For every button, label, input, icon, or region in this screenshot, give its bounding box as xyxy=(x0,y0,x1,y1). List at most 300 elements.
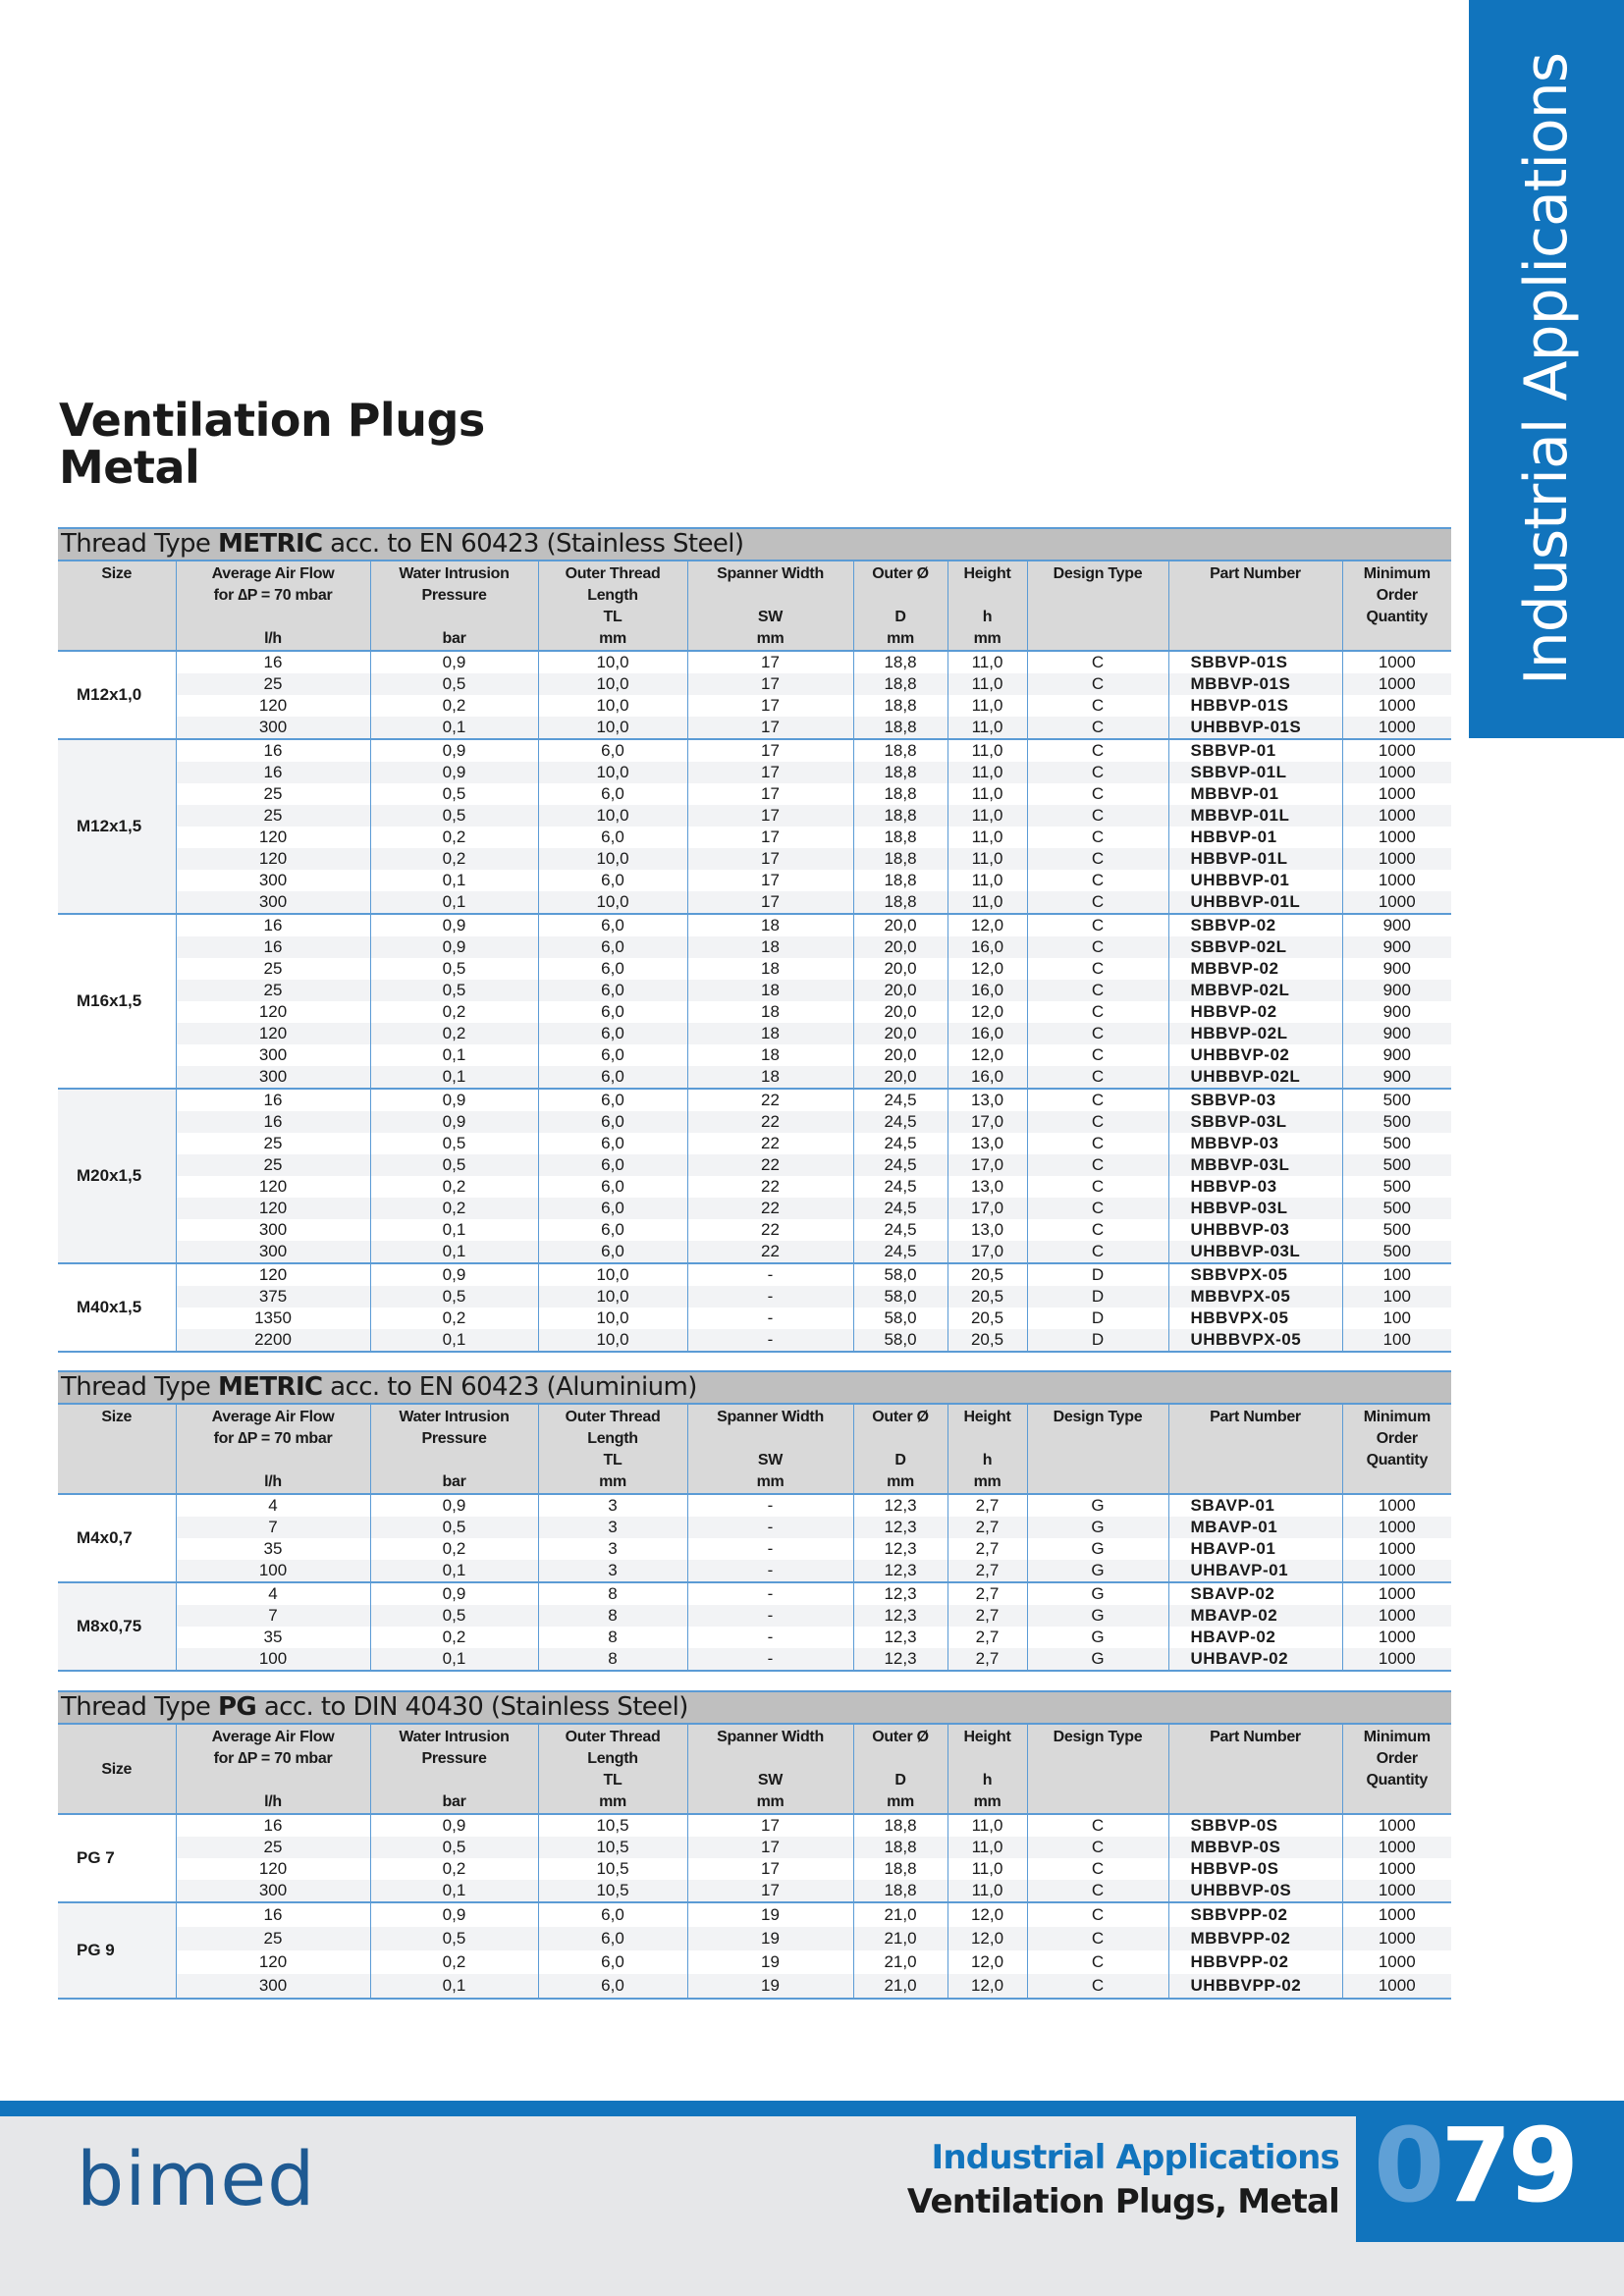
thread-length-cell: 6,0 xyxy=(538,936,687,958)
min-order-qty-cell: 500 xyxy=(1342,1219,1451,1241)
min-order-qty-cell: 500 xyxy=(1342,1154,1451,1176)
min-order-qty-cell: 1000 xyxy=(1342,1814,1451,1837)
pressure-cell: 0,5 xyxy=(370,1154,538,1176)
design-type-cell: G xyxy=(1027,1517,1168,1538)
spanner-width-cell: 19 xyxy=(687,1950,853,1974)
table-title: Thread Type PG acc. to DIN 40430 (Stainless Steel) xyxy=(58,1691,1451,1724)
air-flow-cell: 16 xyxy=(176,1902,370,1927)
air-flow-cell: 120 xyxy=(176,1023,370,1044)
outer-diameter-cell: 58,0 xyxy=(853,1286,947,1308)
min-order-qty-cell: 1000 xyxy=(1342,1858,1451,1880)
min-order-qty-cell: 500 xyxy=(1342,1111,1451,1133)
footer-subtitle: Ventilation Plugs, Metal xyxy=(906,2182,1339,2221)
outer-diameter-cell: 21,0 xyxy=(853,1927,947,1950)
col-design-type: Design Type xyxy=(1027,1404,1168,1494)
design-type-cell: C xyxy=(1027,1198,1168,1219)
table-row xyxy=(58,1538,1451,1560)
table-row xyxy=(58,1858,1451,1880)
height-cell: 11,0 xyxy=(947,695,1027,717)
pressure-cell: 0,2 xyxy=(370,1308,538,1329)
outer-diameter-cell: 18,8 xyxy=(853,695,947,717)
min-order-qty-cell: 1000 xyxy=(1342,870,1451,891)
height-cell: 13,0 xyxy=(947,1219,1027,1241)
design-type-cell: C xyxy=(1027,870,1168,891)
design-type-cell: D xyxy=(1027,1308,1168,1329)
min-order-qty-cell: 500 xyxy=(1342,1133,1451,1154)
outer-diameter-cell: 18,8 xyxy=(853,1880,947,1902)
col-spanner-width: Spanner Width SW mm xyxy=(687,1404,853,1494)
air-flow-cell: 25 xyxy=(176,805,370,827)
outer-diameter-cell: 18,8 xyxy=(853,1837,947,1858)
pressure-cell: 0,2 xyxy=(370,1538,538,1560)
part-number-cell: UHBAVP-02 xyxy=(1168,1648,1342,1671)
pressure-cell: 0,2 xyxy=(370,1023,538,1044)
air-flow-cell: 25 xyxy=(176,958,370,980)
spanner-width-cell: - xyxy=(687,1605,853,1627)
spanner-width-cell: 18 xyxy=(687,1023,853,1044)
min-order-qty-cell: 100 xyxy=(1342,1286,1451,1308)
min-order-qty-cell: 1000 xyxy=(1342,651,1451,673)
thread-length-cell: 6,0 xyxy=(538,958,687,980)
thread-length-cell: 6,0 xyxy=(538,980,687,1001)
outer-diameter-cell: 58,0 xyxy=(853,1329,947,1352)
design-type-cell: C xyxy=(1027,1023,1168,1044)
height-cell: 12,0 xyxy=(947,914,1027,936)
part-number-cell: MBBVPX-05 xyxy=(1168,1286,1342,1308)
spanner-width-cell: - xyxy=(687,1582,853,1605)
outer-diameter-cell: 18,8 xyxy=(853,739,947,762)
outer-diameter-cell: 18,8 xyxy=(853,673,947,695)
col-air-flow: Average Air Flow for ∆P = 70 mbar l/h xyxy=(176,561,370,651)
spanner-width-cell: 22 xyxy=(687,1176,853,1198)
pressure-cell: 0,5 xyxy=(370,980,538,1001)
min-order-qty-cell: 1000 xyxy=(1342,1560,1451,1582)
outer-diameter-cell: 12,3 xyxy=(853,1560,947,1582)
pressure-cell: 0,9 xyxy=(370,651,538,673)
thread-length-cell: 10,0 xyxy=(538,762,687,783)
air-flow-cell: 120 xyxy=(176,827,370,848)
design-type-cell: G xyxy=(1027,1560,1168,1582)
height-cell: 17,0 xyxy=(947,1111,1027,1133)
part-number-cell: HBBVPX-05 xyxy=(1168,1308,1342,1329)
air-flow-cell: 120 xyxy=(176,848,370,870)
min-order-qty-cell: 1000 xyxy=(1342,783,1451,805)
table-row xyxy=(58,1837,1451,1858)
spanner-width-cell: - xyxy=(687,1263,853,1286)
min-order-qty-cell: 1000 xyxy=(1342,1880,1451,1902)
design-type-cell: C xyxy=(1027,914,1168,936)
outer-diameter-cell: 12,3 xyxy=(853,1494,947,1517)
min-order-qty-cell: 900 xyxy=(1342,1066,1451,1089)
air-flow-cell: 120 xyxy=(176,1001,370,1023)
min-order-qty-cell: 1000 xyxy=(1342,1494,1451,1517)
table-row xyxy=(58,1154,1451,1176)
pressure-cell: 0,2 xyxy=(370,827,538,848)
part-number-cell: HBBVPP-02 xyxy=(1168,1950,1342,1974)
thread-length-cell: 8 xyxy=(538,1582,687,1605)
size-cell: PG 7 xyxy=(58,1814,176,1902)
design-type-cell: C xyxy=(1027,980,1168,1001)
spanner-width-cell: 17 xyxy=(687,762,853,783)
table-row xyxy=(58,739,1451,762)
air-flow-cell: 300 xyxy=(176,891,370,914)
thread-length-cell: 10,0 xyxy=(538,717,687,739)
air-flow-cell: 25 xyxy=(176,1154,370,1176)
table-row xyxy=(58,1329,1451,1352)
thread-length-cell: 10,5 xyxy=(538,1880,687,1902)
outer-diameter-cell: 20,0 xyxy=(853,980,947,1001)
table-row xyxy=(58,1880,1451,1902)
thread-length-cell: 6,0 xyxy=(538,1950,687,1974)
thread-length-cell: 6,0 xyxy=(538,1198,687,1219)
part-number-cell: MBBVP-0S xyxy=(1168,1837,1342,1858)
page-number-box xyxy=(1356,2101,1624,2242)
table-row xyxy=(58,1560,1451,1582)
pressure-cell: 0,1 xyxy=(370,1880,538,1902)
design-type-cell: C xyxy=(1027,891,1168,914)
thread-length-cell: 10,0 xyxy=(538,848,687,870)
table-row xyxy=(58,1219,1451,1241)
table-row xyxy=(58,1974,1451,1999)
spanner-width-cell: 17 xyxy=(687,783,853,805)
thread-length-cell: 6,0 xyxy=(538,1219,687,1241)
table-title: Thread Type METRIC acc. to EN 60423 (Stainless Steel) xyxy=(58,528,1451,561)
thread-length-cell: 6,0 xyxy=(538,783,687,805)
part-number-cell: MBBVP-01S xyxy=(1168,673,1342,695)
design-type-cell: C xyxy=(1027,1133,1168,1154)
spanner-width-cell: - xyxy=(687,1648,853,1671)
part-number-cell: SBBVP-02L xyxy=(1168,936,1342,958)
height-cell: 11,0 xyxy=(947,1880,1027,1902)
col-size: Size xyxy=(58,1724,176,1814)
design-type-cell: C xyxy=(1027,783,1168,805)
part-number-cell: MBBVP-01 xyxy=(1168,783,1342,805)
height-cell: 11,0 xyxy=(947,1814,1027,1837)
height-cell: 20,5 xyxy=(947,1263,1027,1286)
outer-diameter-cell: 20,0 xyxy=(853,958,947,980)
table-row xyxy=(58,1605,1451,1627)
design-type-cell: G xyxy=(1027,1605,1168,1627)
size-cell: M8x0,75 xyxy=(58,1582,176,1671)
pressure-cell: 0,1 xyxy=(370,891,538,914)
air-flow-cell: 25 xyxy=(176,673,370,695)
min-order-qty-cell: 1000 xyxy=(1342,1605,1451,1627)
outer-diameter-cell: 20,0 xyxy=(853,1066,947,1089)
thread-length-cell: 6,0 xyxy=(538,1241,687,1263)
air-flow-cell: 35 xyxy=(176,1538,370,1560)
min-order-qty-cell: 500 xyxy=(1342,1198,1451,1219)
part-number-cell: HBAVP-02 xyxy=(1168,1627,1342,1648)
design-type-cell: C xyxy=(1027,805,1168,827)
part-number-cell: MBBVP-01L xyxy=(1168,805,1342,827)
thread-length-cell: 3 xyxy=(538,1560,687,1582)
pressure-cell: 0,2 xyxy=(370,1001,538,1023)
outer-diameter-cell: 58,0 xyxy=(853,1308,947,1329)
col-outer-diameter: Outer Ø D mm xyxy=(853,1404,947,1494)
outer-diameter-cell: 20,0 xyxy=(853,1044,947,1066)
spanner-width-cell: 22 xyxy=(687,1198,853,1219)
height-cell: 16,0 xyxy=(947,936,1027,958)
pressure-cell: 0,1 xyxy=(370,1241,538,1263)
min-order-qty-cell: 1000 xyxy=(1342,1902,1451,1927)
part-number-cell: MBBVP-02 xyxy=(1168,958,1342,980)
col-outer-diameter: Outer Ø D mm xyxy=(853,561,947,651)
outer-diameter-cell: 20,0 xyxy=(853,914,947,936)
col-min-order-qty: Minimum Order Quantity xyxy=(1342,1724,1451,1814)
spanner-width-cell: 18 xyxy=(687,980,853,1001)
height-cell: 12,0 xyxy=(947,1950,1027,1974)
part-number-cell: HBBVP-03L xyxy=(1168,1198,1342,1219)
thread-length-cell: 8 xyxy=(538,1605,687,1627)
pressure-cell: 0,9 xyxy=(370,1089,538,1111)
table-row xyxy=(58,1089,1451,1111)
air-flow-cell: 7 xyxy=(176,1517,370,1538)
part-number-cell: UHBBVPP-02 xyxy=(1168,1974,1342,1999)
air-flow-cell: 300 xyxy=(176,1974,370,1999)
air-flow-cell: 300 xyxy=(176,1219,370,1241)
pressure-cell: 0,9 xyxy=(370,936,538,958)
col-design-type: Design Type xyxy=(1027,561,1168,651)
part-number-cell: MBBVPP-02 xyxy=(1168,1927,1342,1950)
design-type-cell: C xyxy=(1027,717,1168,739)
pressure-cell: 0,5 xyxy=(370,673,538,695)
air-flow-cell: 100 xyxy=(176,1648,370,1671)
pressure-cell: 0,2 xyxy=(370,1627,538,1648)
pressure-cell: 0,1 xyxy=(370,1219,538,1241)
table-row xyxy=(58,1198,1451,1219)
min-order-qty-cell: 1000 xyxy=(1342,1538,1451,1560)
table-row xyxy=(58,1814,1451,1837)
outer-diameter-cell: 18,8 xyxy=(853,783,947,805)
side-tab-label: Industrial Applications xyxy=(1512,53,1581,685)
table-row xyxy=(58,1517,1451,1538)
pressure-cell: 0,9 xyxy=(370,1494,538,1517)
col-water-pressure: Water Intrusion Pressure bar xyxy=(370,1404,538,1494)
outer-diameter-cell: 12,3 xyxy=(853,1648,947,1671)
pressure-cell: 0,9 xyxy=(370,739,538,762)
design-type-cell: C xyxy=(1027,695,1168,717)
part-number-cell: HBBVP-0S xyxy=(1168,1858,1342,1880)
design-type-cell: C xyxy=(1027,958,1168,980)
part-number-cell: HBBVP-02L xyxy=(1168,1023,1342,1044)
spec-table-metric-aluminium xyxy=(58,1370,1451,1672)
height-cell: 11,0 xyxy=(947,762,1027,783)
col-min-order-qty: Minimum Order Quantity xyxy=(1342,561,1451,651)
thread-length-cell: 6,0 xyxy=(538,739,687,762)
table-row xyxy=(58,1286,1451,1308)
min-order-qty-cell: 1000 xyxy=(1342,1582,1451,1605)
table-row xyxy=(58,1044,1451,1066)
min-order-qty-cell: 900 xyxy=(1342,936,1451,958)
pressure-cell: 0,2 xyxy=(370,1176,538,1198)
table-row xyxy=(58,1133,1451,1154)
height-cell: 11,0 xyxy=(947,717,1027,739)
table-row xyxy=(58,762,1451,783)
outer-diameter-cell: 20,0 xyxy=(853,1023,947,1044)
part-number-cell: MBBVP-03 xyxy=(1168,1133,1342,1154)
height-cell: 2,7 xyxy=(947,1648,1027,1671)
design-type-cell: D xyxy=(1027,1329,1168,1352)
table-row xyxy=(58,783,1451,805)
height-cell: 11,0 xyxy=(947,827,1027,848)
part-number-cell: HBBVP-01S xyxy=(1168,695,1342,717)
air-flow-cell: 300 xyxy=(176,870,370,891)
air-flow-cell: 300 xyxy=(176,1044,370,1066)
part-number-cell: UHBBVP-01S xyxy=(1168,717,1342,739)
min-order-qty-cell: 1000 xyxy=(1342,1974,1451,1999)
design-type-cell: C xyxy=(1027,1219,1168,1241)
pressure-cell: 0,5 xyxy=(370,805,538,827)
spanner-width-cell: 22 xyxy=(687,1241,853,1263)
air-flow-cell: 120 xyxy=(176,1176,370,1198)
thread-length-cell: 8 xyxy=(538,1648,687,1671)
spanner-width-cell: 17 xyxy=(687,695,853,717)
table-row xyxy=(58,1582,1451,1605)
table-row xyxy=(58,673,1451,695)
height-cell: 17,0 xyxy=(947,1198,1027,1219)
spanner-width-cell: 17 xyxy=(687,739,853,762)
table-row xyxy=(58,1023,1451,1044)
col-height: Height h mm xyxy=(947,1724,1027,1814)
pressure-cell: 0,9 xyxy=(370,1582,538,1605)
outer-diameter-cell: 24,5 xyxy=(853,1111,947,1133)
design-type-cell: C xyxy=(1027,827,1168,848)
design-type-cell: D xyxy=(1027,1263,1168,1286)
min-order-qty-cell: 1000 xyxy=(1342,673,1451,695)
spanner-width-cell: 18 xyxy=(687,1066,853,1089)
part-number-cell: UHBBVP-01 xyxy=(1168,870,1342,891)
outer-diameter-cell: 12,3 xyxy=(853,1605,947,1627)
outer-diameter-cell: 24,5 xyxy=(853,1176,947,1198)
thread-length-cell: 10,5 xyxy=(538,1837,687,1858)
design-type-cell: C xyxy=(1027,1111,1168,1133)
table-row xyxy=(58,1494,1451,1517)
thread-length-cell: 10,0 xyxy=(538,805,687,827)
pressure-cell: 0,1 xyxy=(370,717,538,739)
thread-length-cell: 6,0 xyxy=(538,1066,687,1089)
design-type-cell: C xyxy=(1027,739,1168,762)
min-order-qty-cell: 100 xyxy=(1342,1308,1451,1329)
min-order-qty-cell: 1000 xyxy=(1342,739,1451,762)
size-cell: M40x1,5 xyxy=(58,1263,176,1352)
part-number-cell: SBBVP-02 xyxy=(1168,914,1342,936)
design-type-cell: C xyxy=(1027,1044,1168,1066)
pressure-cell: 0,2 xyxy=(370,1198,538,1219)
spanner-width-cell: 17 xyxy=(687,651,853,673)
thread-length-cell: 10,0 xyxy=(538,673,687,695)
outer-diameter-cell: 21,0 xyxy=(853,1950,947,1974)
table-row xyxy=(58,1902,1451,1927)
table-row xyxy=(58,1176,1451,1198)
side-section-tab xyxy=(1469,0,1624,738)
pressure-cell: 0,5 xyxy=(370,1517,538,1538)
part-number-cell: UHBBVP-03 xyxy=(1168,1219,1342,1241)
design-type-cell: C xyxy=(1027,1814,1168,1837)
thread-length-cell: 6,0 xyxy=(538,1089,687,1111)
outer-diameter-cell: 58,0 xyxy=(853,1263,947,1286)
thread-length-cell: 6,0 xyxy=(538,1902,687,1927)
outer-diameter-cell: 18,8 xyxy=(853,827,947,848)
design-type-cell: C xyxy=(1027,1066,1168,1089)
air-flow-cell: 120 xyxy=(176,1198,370,1219)
pressure-cell: 0,9 xyxy=(370,1111,538,1133)
air-flow-cell: 25 xyxy=(176,980,370,1001)
table-row xyxy=(58,1950,1451,1974)
spanner-width-cell: 17 xyxy=(687,870,853,891)
min-order-qty-cell: 1000 xyxy=(1342,848,1451,870)
spanner-width-cell: 17 xyxy=(687,1880,853,1902)
min-order-qty-cell: 1000 xyxy=(1342,1517,1451,1538)
part-number-cell: SBBVPP-02 xyxy=(1168,1902,1342,1927)
design-type-cell: G xyxy=(1027,1538,1168,1560)
air-flow-cell: 120 xyxy=(176,695,370,717)
spanner-width-cell: - xyxy=(687,1517,853,1538)
thread-length-cell: 10,0 xyxy=(538,1263,687,1286)
col-part-number: Part Number xyxy=(1168,1724,1342,1814)
height-cell: 11,0 xyxy=(947,805,1027,827)
height-cell: 12,0 xyxy=(947,1001,1027,1023)
min-order-qty-cell: 1000 xyxy=(1342,1648,1451,1671)
air-flow-cell: 120 xyxy=(176,1950,370,1974)
design-type-cell: C xyxy=(1027,1880,1168,1902)
thread-length-cell: 6,0 xyxy=(538,1044,687,1066)
spanner-width-cell: 18 xyxy=(687,914,853,936)
height-cell: 2,7 xyxy=(947,1627,1027,1648)
height-cell: 17,0 xyxy=(947,1154,1027,1176)
col-air-flow: Average Air Flow for ∆P = 70 mbar l/h xyxy=(176,1724,370,1814)
pressure-cell: 0,5 xyxy=(370,958,538,980)
spanner-width-cell: - xyxy=(687,1308,853,1329)
col-spanner-width: Spanner Width SW mm xyxy=(687,1724,853,1814)
pressure-cell: 0,5 xyxy=(370,1927,538,1950)
part-number-cell: UHBBVP-0S xyxy=(1168,1880,1342,1902)
part-number-cell: UHBBVP-03L xyxy=(1168,1241,1342,1263)
page-title-line2: Metal xyxy=(59,441,200,494)
design-type-cell: C xyxy=(1027,651,1168,673)
height-cell: 12,0 xyxy=(947,1044,1027,1066)
part-number-cell: HBBVP-03 xyxy=(1168,1176,1342,1198)
design-type-cell: C xyxy=(1027,936,1168,958)
pressure-cell: 0,2 xyxy=(370,1858,538,1880)
height-cell: 11,0 xyxy=(947,870,1027,891)
col-height: Height h mm xyxy=(947,1404,1027,1494)
spanner-width-cell: 17 xyxy=(687,1837,853,1858)
min-order-qty-cell: 1000 xyxy=(1342,762,1451,783)
height-cell: 16,0 xyxy=(947,1023,1027,1044)
spanner-width-cell: 17 xyxy=(687,717,853,739)
height-cell: 16,0 xyxy=(947,980,1027,1001)
air-flow-cell: 4 xyxy=(176,1582,370,1605)
part-number-cell: HBBVP-01 xyxy=(1168,827,1342,848)
height-cell: 20,5 xyxy=(947,1308,1027,1329)
air-flow-cell: 25 xyxy=(176,1927,370,1950)
part-number-cell: SBBVP-0S xyxy=(1168,1814,1342,1837)
table-row xyxy=(58,1066,1451,1089)
pressure-cell: 0,9 xyxy=(370,1263,538,1286)
thread-length-cell: 6,0 xyxy=(538,1133,687,1154)
size-cell: M12x1,5 xyxy=(58,739,176,914)
thread-length-cell: 8 xyxy=(538,1627,687,1648)
design-type-cell: C xyxy=(1027,1950,1168,1974)
air-flow-cell: 300 xyxy=(176,1066,370,1089)
spanner-width-cell: 18 xyxy=(687,1001,853,1023)
air-flow-cell: 2200 xyxy=(176,1329,370,1352)
air-flow-cell: 7 xyxy=(176,1605,370,1627)
spanner-width-cell: 17 xyxy=(687,827,853,848)
outer-diameter-cell: 18,8 xyxy=(853,651,947,673)
spanner-width-cell: 19 xyxy=(687,1974,853,1999)
min-order-qty-cell: 100 xyxy=(1342,1263,1451,1286)
